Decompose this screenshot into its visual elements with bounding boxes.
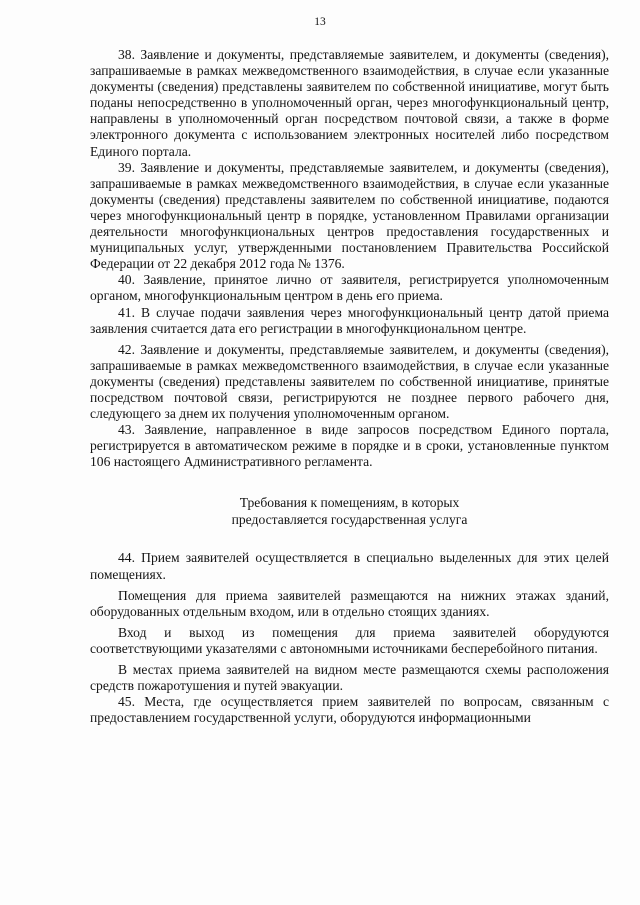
paragraph-40: 40. Заявление, принятое лично от заявителя, регистрируется уполномоченным органом, многофункциональным центром в день его приема.: [90, 272, 609, 304]
paragraph-43: 43. Заявление, направленное в виде запросов посредством Единого портала, регистрируется в автоматическом режиме в порядке и в сроки, установленные пунктом 106 настоящего Административного регламента.: [90, 422, 609, 470]
section-heading-line-2: предоставляется государственная услуга: [231, 512, 468, 528]
paragraph-39: 39. Заявление и документы, представляемые заявителем, и документы (сведения), запрашиваемые в рамках межведомственного взаимодействия, в случае если указанные документы (сведения) представлены заявителем по собственной инициативе, подаются через многофункциональный центр в порядке, установленном Правилами организации деятельности многофункциональных центров предоставления государственных и муниципальных услуг, утвержденными постановлением Правительства Российской Федерации от 22 декабря 2012 года № 1376.: [90, 159, 609, 272]
paragraph-45: 45. Места, где осуществляется прием заявителей по вопросам, связанным с предоставлением государственной услуги, оборудуются информационными: [90, 694, 609, 726]
page-number: 13: [314, 16, 326, 28]
section-heading-line-1: Требования к помещениям, в которых: [239, 495, 460, 511]
paragraph-44-premises: Помещения для приема заявителей размещаются на нижних этажах зданий, оборудованных отдельным входом, или в отдельно стоящих зданиях.: [90, 587, 609, 619]
paragraph-44-entrance: Вход и выход из помещения для приема заявителей оборудуются соответствующими указателями с автономными источниками бесперебойного питания.: [90, 624, 609, 656]
paragraph-42: 42. Заявление и документы, представляемые заявителем, и документы (сведения), запрашиваемые в рамках межведомственного взаимодействия, в случае если указанные документы (сведения) представлены заявителем по собственной инициативе, принятые посредством почтовой связи, регистрируются не позднее первого рабочего дня, следующего за днем их получения уполномоченным органом.: [90, 341, 609, 422]
document-body: [90, 47, 609, 726]
section-heading: [90, 494, 609, 528]
paragraph-44-evacuation: В местах приема заявителей на видном месте размещаются схемы расположения средств пожаротушения и путей эвакуации.: [90, 662, 609, 694]
paragraph-44: 44. Прием заявителей осуществляется в специально выделенных для этих целей помещениях.: [90, 550, 609, 582]
paragraph-41: 41. В случае подачи заявления через многофункциональный центр датой приема заявления считается дата его регистрации в многофункциональном центре.: [90, 304, 609, 336]
paragraph-38: 38. Заявление и документы, представляемые заявителем, и документы (сведения), запрашиваемые в рамках межведомственного взаимодействия, в случае если указанные документы (сведения) представлены заявителем по собственной инициативе, могут быть поданы непосредственно в уполномоченный орган, через многофункциональный центр, направлены в уполномоченный орган посредством почтовой связи, а также в форме электронного документа с использованием электронных носителей либо посредством Единого портала.: [90, 47, 609, 159]
